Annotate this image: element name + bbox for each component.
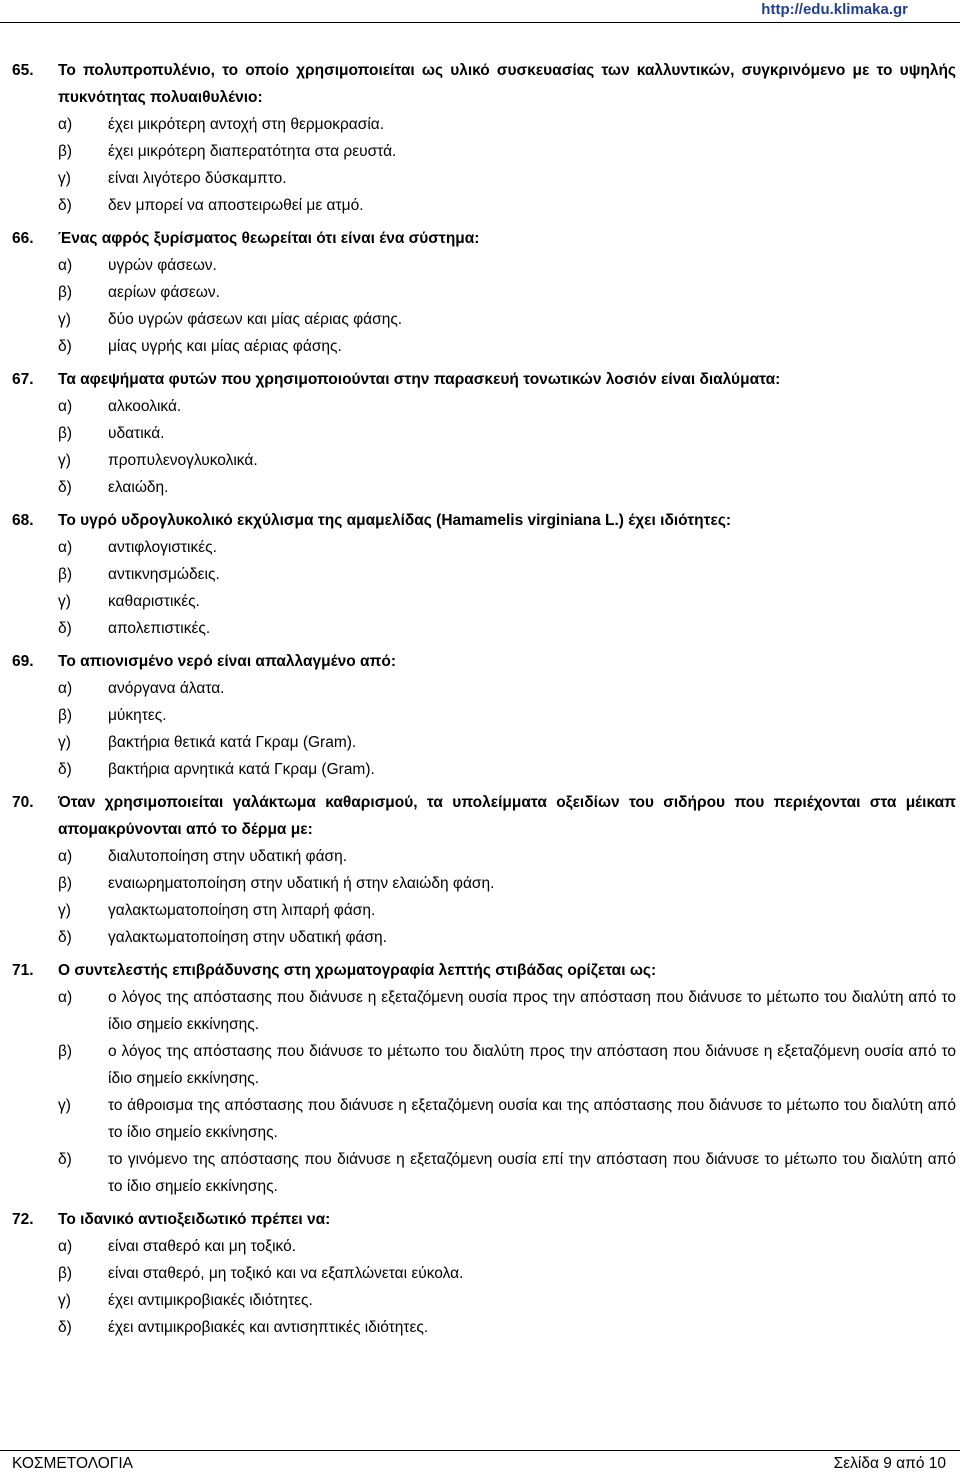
option-letter: α) (58, 539, 73, 556)
question-list (12, 57, 956, 1341)
answer-option (58, 279, 956, 306)
option-text: γαλακτωματοποίηση στην υδατική φάση. (108, 929, 387, 946)
option-text: είναι λιγότερο δύσκαμπτο. (108, 170, 287, 187)
question-67 (12, 366, 956, 501)
option-letter: β) (58, 284, 73, 301)
answer-option (58, 1260, 956, 1287)
option-letter: δ) (58, 197, 72, 214)
answer-option (58, 1233, 956, 1260)
question-heading (12, 507, 956, 534)
question-65 (12, 57, 956, 219)
answer-option (58, 729, 956, 756)
option-text: μύκητες. (108, 707, 167, 724)
option-letter: α) (58, 398, 73, 415)
option-text: ο λόγος της απόστασης που διάνυσε η εξεταζόμενη ουσία προς την απόσταση που διάνυσε το μέτωπο του διαλύτη από το ίδιο σημείο εκκίνησης. (108, 989, 956, 1033)
question-number: 66. (12, 230, 34, 247)
option-letter: β) (58, 1265, 73, 1282)
answer-option (58, 534, 956, 561)
option-text: γαλακτωματοποίηση στη λιπαρή φάση. (108, 902, 376, 919)
option-letter: γ) (58, 902, 71, 919)
answer-option (58, 1314, 956, 1341)
question-number: 67. (12, 371, 34, 388)
question-heading (12, 648, 956, 675)
answer-option (58, 138, 956, 165)
option-letter: β) (58, 875, 73, 892)
option-letter: γ) (58, 170, 71, 187)
answer-option (58, 192, 956, 219)
question-text: Τα αφεψήματα φυτών που χρησιμοποιούνται στην παρασκευή τονωτικών λοσιόν είναι διαλύματα: (58, 371, 781, 388)
footer-page-number: Σελίδα 9 από 10 (833, 1455, 946, 1472)
option-text: βακτήρια αρνητικά κατά Γκραμ (Gram). (108, 761, 375, 778)
option-text: δύο υγρών φάσεων και μίας αέριας φάσης. (108, 311, 403, 328)
question-number: 70. (12, 794, 34, 811)
option-letter: δ) (58, 1319, 72, 1336)
option-letter: δ) (58, 761, 72, 778)
option-letter: γ) (58, 1292, 71, 1309)
option-text: έχει μικρότερη αντοχή στη θερμοκρασία. (108, 116, 385, 133)
question-68 (12, 507, 956, 642)
question-text: Ένας αφρός ξυρίσματος θεωρείται ότι είναι ένα σύστημα: (58, 230, 480, 247)
option-letter: δ) (58, 929, 72, 946)
option-text: αερίων φάσεων. (108, 284, 220, 301)
option-text: ανόργανα άλατα. (108, 680, 225, 697)
option-text: βακτήρια θετικά κατά Γκραμ (Gram). (108, 734, 357, 751)
question-number: 72. (12, 1211, 34, 1228)
question-text: Όταν χρησιμοποιείται γαλάκτωμα καθαρισμού, τα υπολείμματα οξειδίων του σιδήρου που περιέχονται στα μέικαπ απομακρύνονται από το δέρμα με: (58, 794, 956, 838)
option-text: είναι σταθερό, μη τοξικό και να εξαπλώνεται εύκολα. (108, 1265, 464, 1282)
option-text: απολεπιστικές. (108, 620, 211, 637)
question-heading (12, 789, 956, 843)
option-text: αντικνησμώδεις. (108, 566, 220, 583)
option-text: έχει αντιμικροβιακές ιδιότητες. (108, 1292, 313, 1309)
answer-option (58, 1092, 956, 1146)
answer-option (58, 561, 956, 588)
option-text: έχει αντιμικροβιακές και αντισηπτικές ιδιότητες. (108, 1319, 429, 1336)
option-text: είναι σταθερό και μη τοξικό. (108, 1238, 297, 1255)
question-number: 69. (12, 653, 34, 670)
answer-option (58, 588, 956, 615)
option-letter: α) (58, 680, 73, 697)
option-letter: β) (58, 425, 73, 442)
footer-subject: ΚΟΣΜΕΤΟΛΟΓΙΑ (12, 1455, 133, 1472)
question-number: 68. (12, 512, 34, 529)
option-letter: β) (58, 1043, 73, 1060)
option-text: το άθροισμα της απόστασης που διάνυσε η εξεταζόμενη ουσία και της απόστασης που διάνυσε το μέτωπο του διαλύτη από το ίδιο σημείο εκκίνησης. (108, 1097, 956, 1141)
answer-option (58, 111, 956, 138)
top-divider (0, 22, 960, 23)
question-70 (12, 789, 956, 951)
answer-option (58, 333, 956, 360)
question-heading (12, 57, 956, 111)
answer-option (58, 756, 956, 783)
option-text: ο λόγος της απόστασης που διάνυσε το μέτωπο του διαλύτη προς την απόσταση που διάνυσε η εξεταζόμενη ουσία από το ίδιο σημείο εκκίνησης. (108, 1043, 956, 1087)
option-letter: γ) (58, 593, 71, 610)
question-text: Το υγρό υδρογλυκολικό εκχύλισμα της αμαμελίδας (Hamamelis virginiana L.) έχει ιδιότητες: (58, 512, 732, 529)
option-letter: γ) (58, 734, 71, 751)
answer-option (58, 924, 956, 951)
option-letter: β) (58, 143, 73, 160)
question-text: Το ιδανικό αντιοξειδωτικό πρέπει να: (58, 1211, 331, 1228)
option-letter: α) (58, 989, 73, 1006)
answer-option (58, 393, 956, 420)
answer-option (58, 447, 956, 474)
answer-option (58, 474, 956, 501)
question-heading (12, 957, 956, 984)
option-letter: α) (58, 257, 73, 274)
question-heading (12, 225, 956, 252)
answer-option (58, 1146, 956, 1200)
option-text: διαλυτοποίηση στην υδατική φάση. (108, 848, 348, 865)
option-text: προπυλενογλυκολικά. (108, 452, 258, 469)
option-text: ελαιώδη. (108, 479, 169, 496)
question-69 (12, 648, 956, 783)
answer-option (58, 897, 956, 924)
option-letter: β) (58, 707, 73, 724)
header-url[interactable]: http://edu.klimaka.gr (761, 1, 908, 18)
answer-option (58, 165, 956, 192)
option-text: μίας υγρής και μίας αέριας φάσης. (108, 338, 342, 355)
option-text: αντιφλογιστικές. (108, 539, 217, 556)
answer-option (58, 984, 956, 1038)
option-letter: δ) (58, 1151, 72, 1168)
option-letter: α) (58, 1238, 73, 1255)
answer-option (58, 870, 956, 897)
option-text: αλκοολικά. (108, 398, 182, 415)
option-text: εναιωρηματοποίηση στην υδατική ή στην ελαιώδη φάση. (108, 875, 495, 892)
option-letter: β) (58, 566, 73, 583)
question-text: Ο συντελεστής επιβράδυνσης στη χρωματογραφία λεπτής στιβάδας ορίζεται ως: (58, 962, 657, 979)
option-text: το γινόμενο της απόστασης που διάνυσε η εξεταζόμενη ουσία επί την απόσταση που διάνυσε το μέτωπο του διαλύτη από το ίδιο σημείο εκκίνησης. (108, 1151, 956, 1195)
option-text: υδατικά. (108, 425, 165, 442)
option-letter: γ) (58, 1097, 71, 1114)
answer-option (58, 1038, 956, 1092)
option-text: έχει μικρότερη διαπερατότητα στα ρευστά. (108, 143, 397, 160)
question-71 (12, 957, 956, 1200)
option-letter: δ) (58, 620, 72, 637)
answer-option (58, 702, 956, 729)
answer-option (58, 420, 956, 447)
question-number: 65. (12, 62, 34, 79)
option-letter: δ) (58, 338, 72, 355)
option-letter: δ) (58, 479, 72, 496)
option-letter: γ) (58, 311, 71, 328)
answer-option (58, 675, 956, 702)
footer-divider (0, 1450, 960, 1451)
answer-option (58, 843, 956, 870)
question-66 (12, 225, 956, 360)
answer-option (58, 615, 956, 642)
option-letter: γ) (58, 452, 71, 469)
option-letter: α) (58, 116, 73, 133)
option-letter: α) (58, 848, 73, 865)
question-number: 71. (12, 962, 34, 979)
option-text: δεν μπορεί να αποστειρωθεί με ατμό. (108, 197, 364, 214)
option-text: καθαριστικές. (108, 593, 200, 610)
answer-option (58, 1287, 956, 1314)
answer-option (58, 306, 956, 333)
question-72 (12, 1206, 956, 1341)
question-text: Το πολυπροπυλένιο, το οποίο χρησιμοποιείται ως υλικό συσκευασίας των καλλυντικών, συγκρινόμενο με το υψηλής πυκνότητας πολυαιθυλένιο: (58, 62, 956, 106)
question-heading (12, 366, 956, 393)
question-heading (12, 1206, 956, 1233)
answer-option (58, 252, 956, 279)
question-text: Το απιονισμένο νερό είναι απαλλαγμένο από: (58, 653, 397, 670)
option-text: υγρών φάσεων. (108, 257, 217, 274)
